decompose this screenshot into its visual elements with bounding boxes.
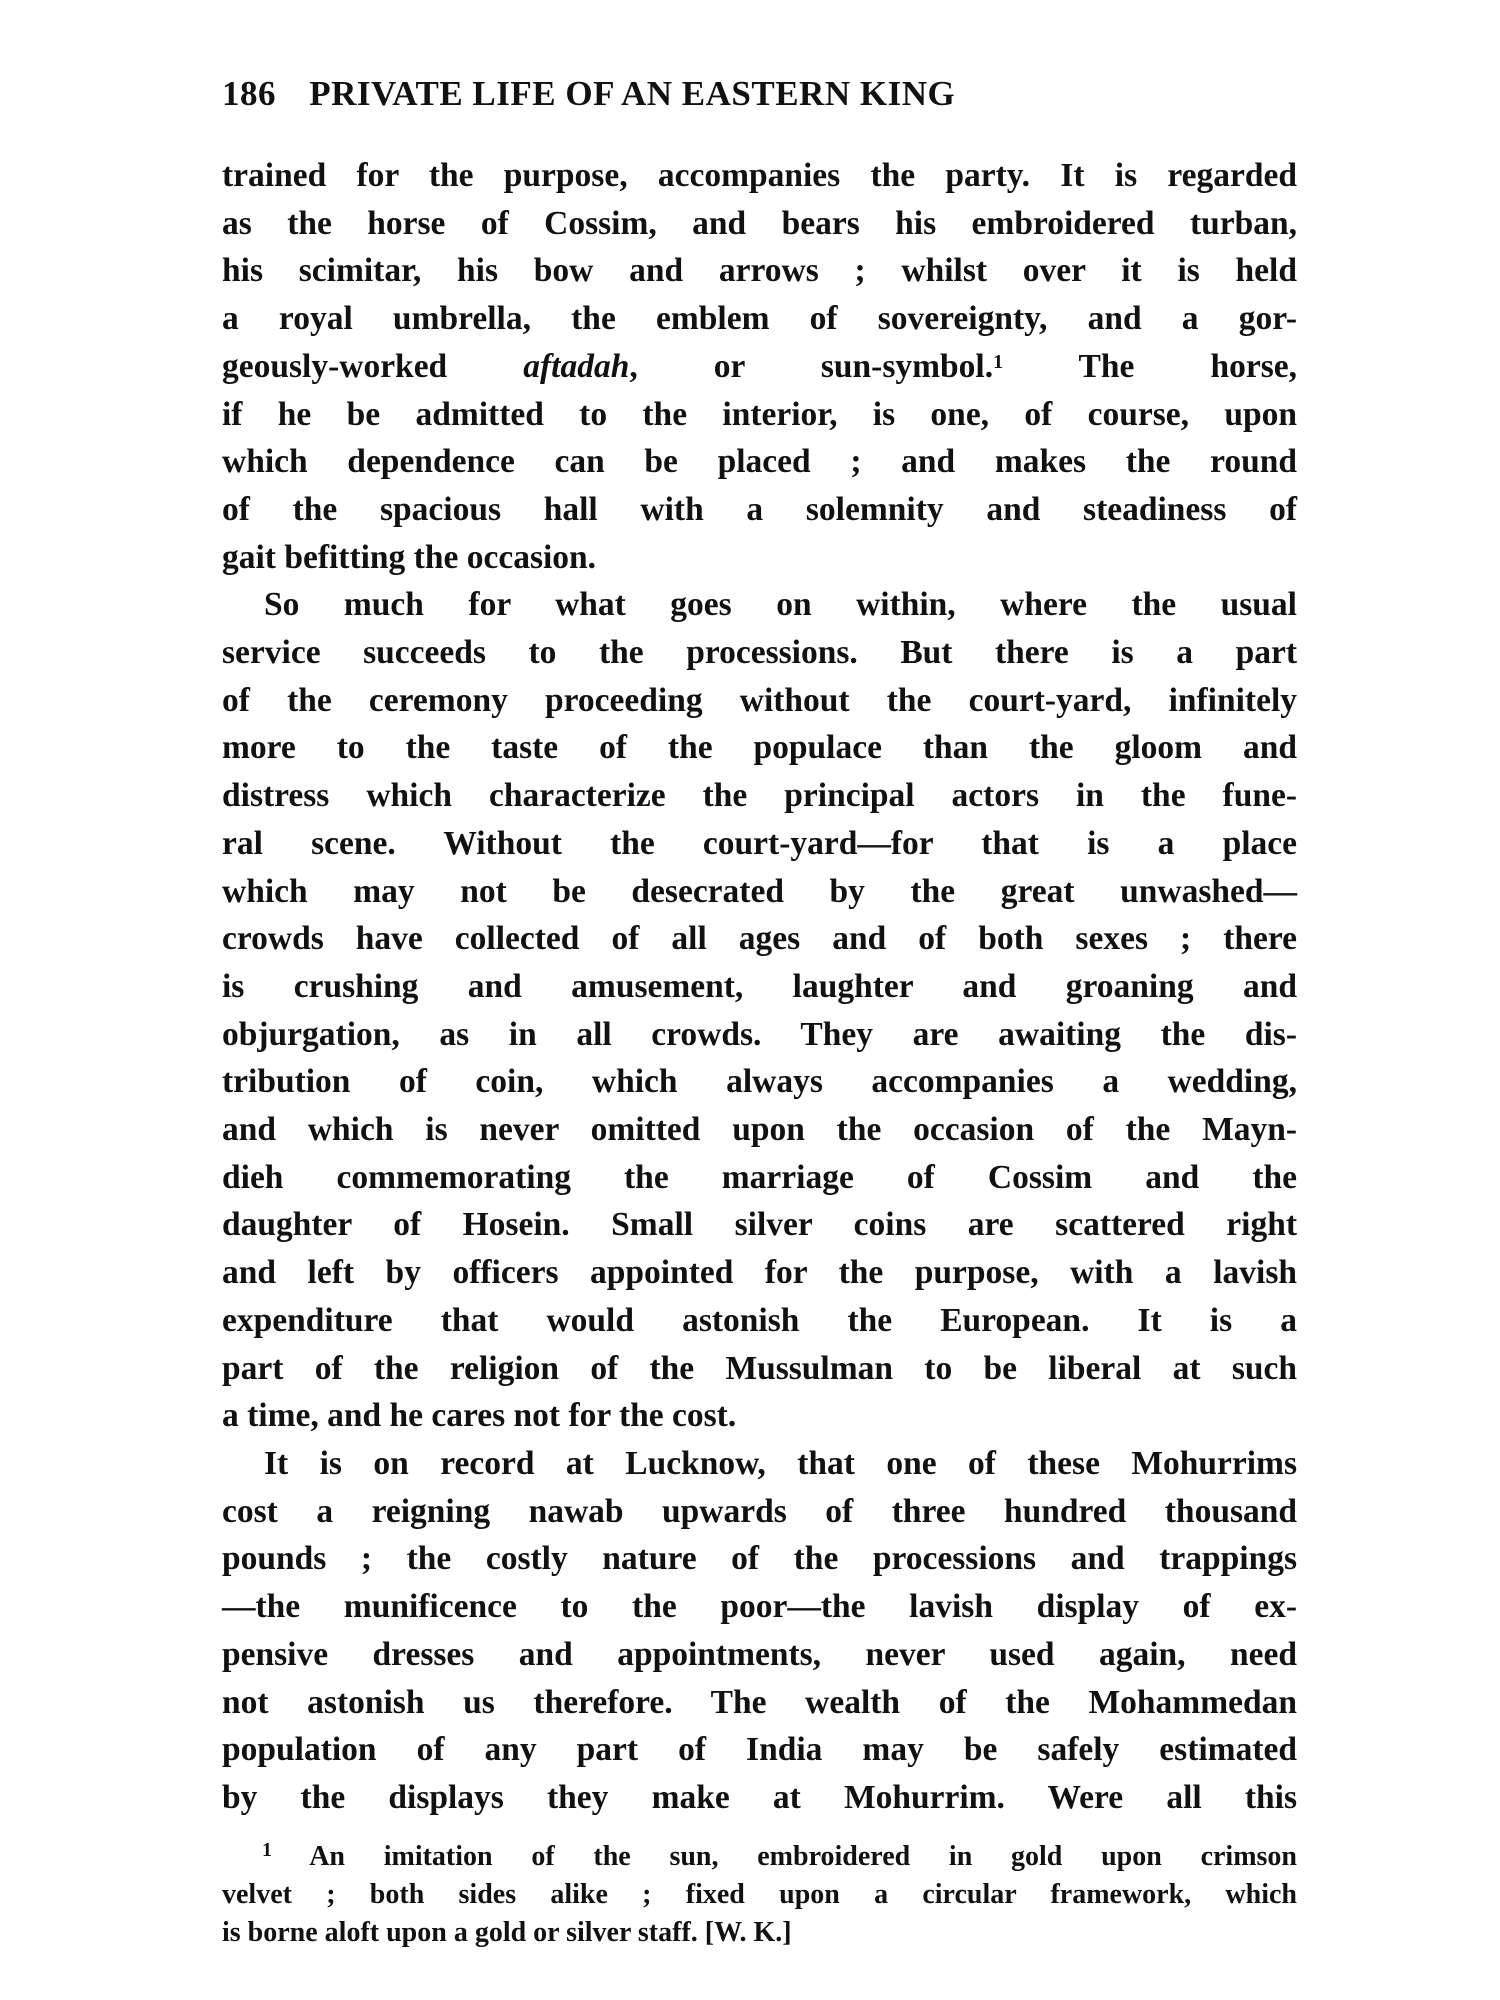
footnote-line: $^1$ An imitation of the sun, embroidered in gold upon crimson [262,1838,1297,1872]
text-line: which may not be desecrated by the great unwashed— [222,872,1297,910]
text-line: —the munificence to the poor—the lavish display of ex- [222,1588,1297,1626]
text-line: of the ceremony proceeding without the court-yard, infinitely [222,681,1297,719]
text-line: dieh commemorating the marriage of Cossim and the [222,1158,1297,1196]
text-line: and which is never omitted upon the occasion of the Mayn- [222,1111,1297,1149]
text-line: not astonish us therefore. The wealth of the Mohammedan [222,1683,1297,1721]
text-line: his scimitar, his bow and arrows ; whilst over it is held [222,252,1297,290]
footnote-line: is borne aloft upon a gold or silver staff. [W. K.] [222,1916,792,1948]
text-line: distress which characterize the principal actors in the fune- [222,777,1297,815]
running-title: PRIVATE LIFE OF AN EASTERN KING [309,74,956,113]
text-line: cost a reigning nawab upwards of three hundred thousand [222,1492,1297,1530]
text-line: pensive dresses and appointments, never used again, need [222,1635,1297,1673]
text-line: geously-worked aftadah, or sun-symbol.$^1$ The horse, [222,347,1297,385]
footnote [222,1838,1297,1952]
page-body [222,152,1297,1822]
text-line: gait befitting the occasion. [222,538,597,576]
text-line: part of the religion of the Mussulman to be liberal at such [222,1349,1297,1387]
text-line: is crushing and amusement, laughter and groaning and [222,967,1297,1005]
text-line: and left by officers appointed for the purpose, with a lavish [222,1254,1297,1292]
text-line: daughter of Hosein. Small silver coins are scattered right [222,1206,1297,1244]
text-line: So much for what goes on within, where the usual [264,586,1297,624]
paragraph [222,1440,1297,1822]
paragraph [222,581,1297,1440]
text-line: tribution of coin, which always accompanies a wedding, [222,1063,1297,1101]
text-line: which dependence can be placed ; and makes the round [222,443,1297,481]
text-line: a time, and he cares not for the cost. [222,1397,737,1435]
text-line: service succeeds to the processions. But there is a part [222,634,1297,672]
text-line: as the horse of Cossim, and bears his embroidered turban, [222,204,1297,242]
text-line: if he be admitted to the interior, is one, of course, upon [222,395,1297,433]
text-line: crowds have collected of all ages and of both sexes ; there [222,920,1297,958]
text-line: of the spacious hall with a solemnity and steadiness of [222,490,1297,528]
text-line: by the displays they make at Mohurrim. Were all this [222,1778,1297,1816]
page [222,72,1297,1952]
text-line: more to the taste of the populace than the gloom and [222,729,1297,767]
text-line: pounds ; the costly nature of the processions and trappings [222,1540,1297,1578]
running-header [222,72,1297,116]
text-line: trained for the purpose, accompanies the party. It is regarded [222,157,1297,194]
text-line: population of any part of India may be safely estimated [222,1731,1297,1769]
paragraph [222,152,1297,581]
text-line: a royal umbrella, the emblem of sovereignty, and a gor- [222,300,1297,338]
page-number: 186 [222,74,276,113]
text-line: It is on record at Lucknow, that one of these Mohurrims [264,1444,1297,1482]
text-line: ral scene. Without the court-yard—for that is a place [222,824,1297,862]
footnote-line: velvet ; both sides alike ; fixed upon a circular framework, which [222,1878,1297,1910]
text-line: expenditure that would astonish the European. It is a [222,1301,1297,1339]
text-line: objurgation, as in all crowds. They are awaiting the dis- [222,1015,1297,1053]
